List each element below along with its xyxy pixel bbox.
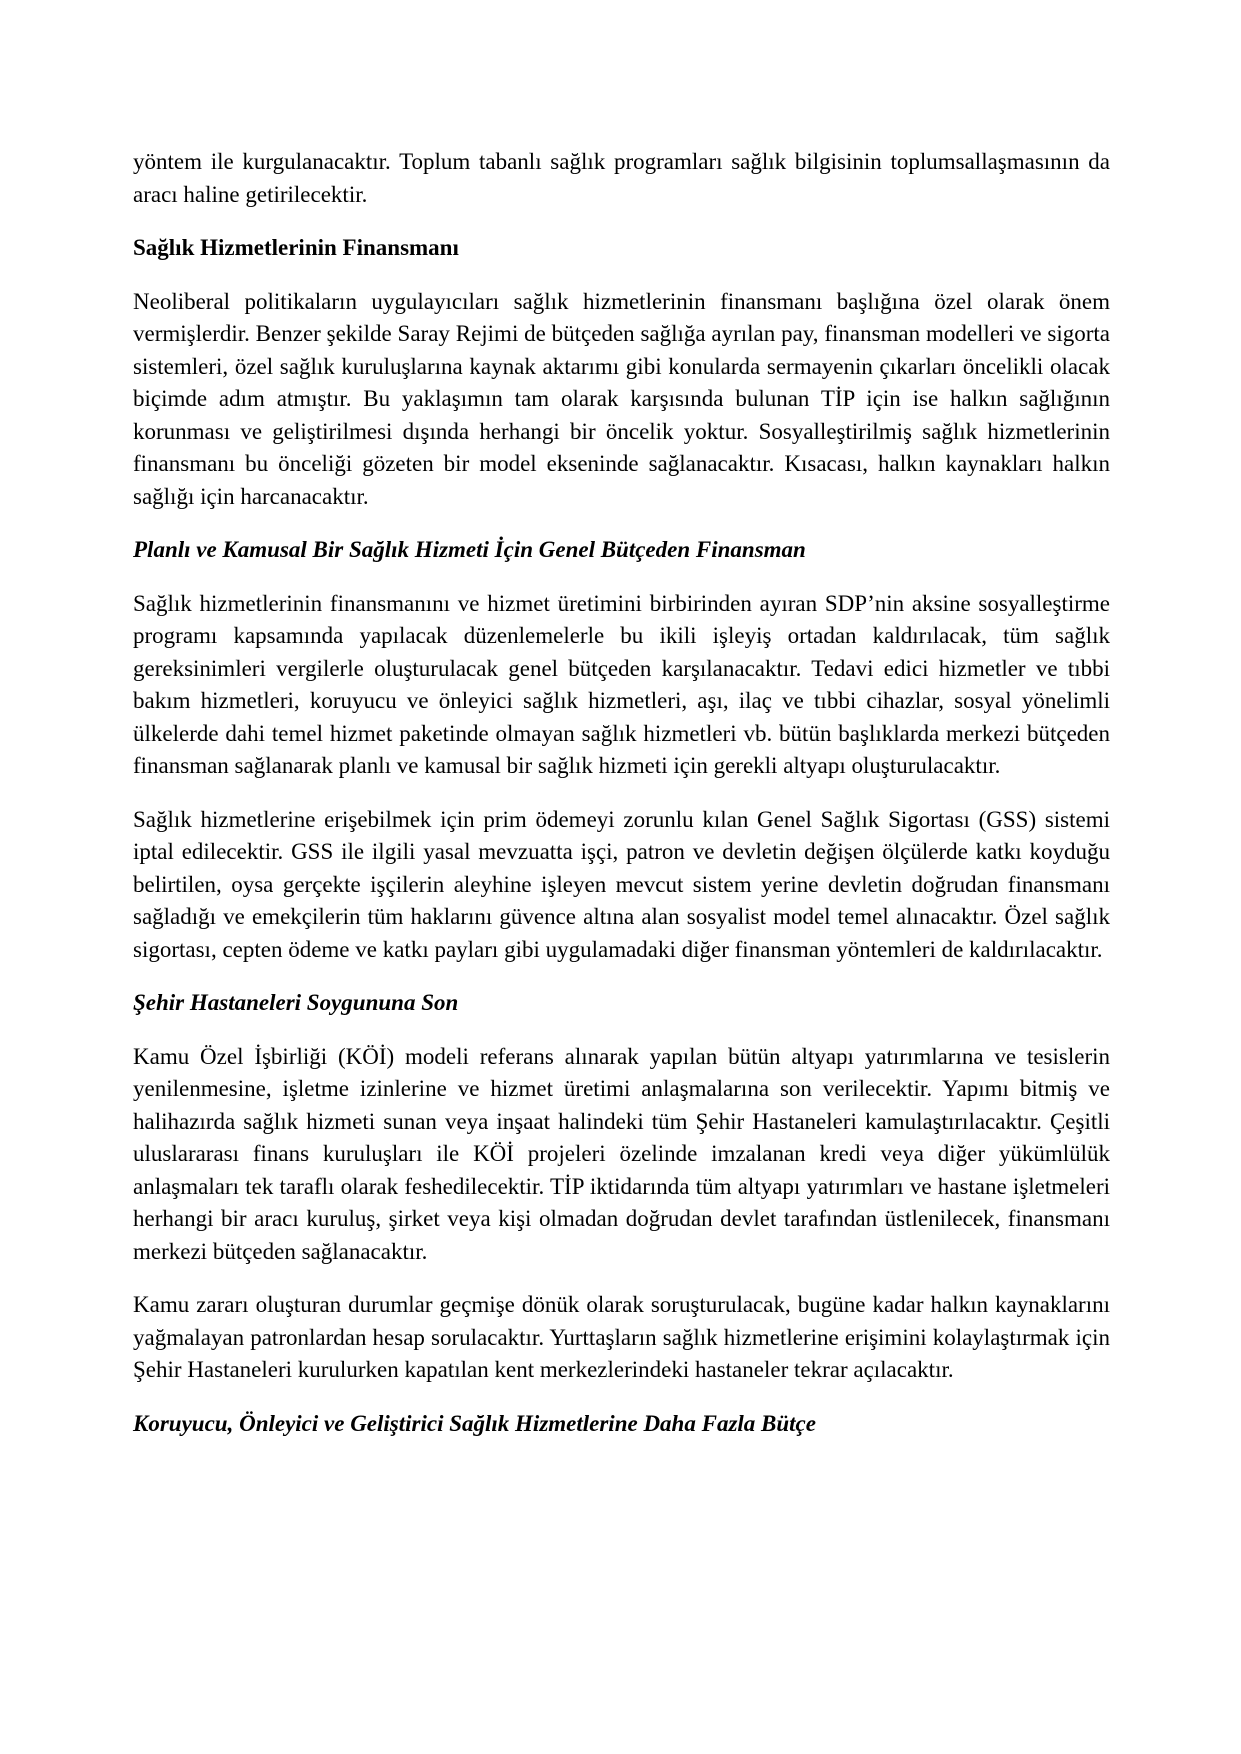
section-heading-saglik-hizmetlerinin-finansmani: Sağlık Hizmetlerinin Finansmanı xyxy=(133,235,459,260)
paragraph-neoliberal-politikalar: Neoliberal politikaların uygulayıcıları sağlık hizmetlerinin finansmanı başlığına özel olarak önem vermişlerdir. Benzer şekilde Saray Rejimi de bütçeden sağlığa ayrılan pay, finansman modelleri ve sigorta sistemleri, özel sağlık kuruluşlarına kaynak aktarımı gibi konularda sermayenin çıkarları öncelikli olacak biçimde adım atmıştır. Bu yaklaşımın tam olarak karşısında bulunan TİP için ise halkın sağlığının korunması ve geliştirilmesi dışında herhangi bir öncelik yoktur. Sosyalleştirilmiş sağlık hizmetlerinin finansmanı bu önceliği gözeten bir model ekseninde sağlanacaktır. Kısacası, halkın kaynakları halkın sağlığı için harcanacaktır. xyxy=(133,288,1110,509)
section-heading-genel-butceden-finansman: Planlı ve Kamusal Bir Sağlık Hizmeti İçin Genel Bütçeden Finansman xyxy=(133,537,806,562)
paragraph-sosyallestirme-programi: Sağlık hizmetlerinin finansmanını ve hizmet üretimini birbirinden ayıran SDP’nin aksine sosyalleştirme programı kapsamında yapılacak düzenlemelerle bu ikili işleyiş ortadan kaldırılacak, tüm sağlık gereksinimleri vergilerle oluşturulacak genel bütçeden karşılanacaktır. Tedavi edici hizmetler ve tıbbi bakım hizmetleri, koruyucu ve önleyici sağlık hizmetleri, aşı, ilaç ve tıbbi cihazlar, sosyal yönelimli ülkelerde dahi temel hizmet paketinde olmayan sağlık hizmetleri vb. bütün başlıklarda merkezi bütçeden finansman sağlanarak planlı ve kamusal bir sağlık hizmeti için gerekli altyapı oluşturulacaktır. xyxy=(133,590,1110,778)
paragraph-continuation-toplum-tabanli: yöntem ile kurgulanacaktır. Toplum tabanlı sağlık programları sağlık bilgisinin toplumsallaşmasının da aracı haline getirilecektir. xyxy=(133,149,1110,207)
paragraph-kamu-ozel-isbirligi: Kamu Özel İşbirliği (KÖİ) modeli referans alınarak yapılan bütün altyapı yatırımlarına ve tesislerin yenilenmesine, işletme izinlerine ve hizmet üretimi anlaşmalarına son verilecektir. Yapımı bitmiş ve halihazırda sağlık hizmeti sunan veya inşaat halindeki tüm Şehir Hastaneleri kamulaştırılacaktır. Çeşitli uluslararası finans kuruluşları ile KÖİ projeleri özelinde imzalanan kredi veya diğer yükümlülük anlaşmaları tek taraflı olarak feshedilecektir. TİP iktidarında tüm altyapı yatırımları ve hastane işletmeleri herhangi bir aracı kuruluş, şirket veya kişi olmadan doğrudan devlet tarafından üstlenilecek, finansmanı merkezi bütçeden sağlanacaktır. xyxy=(133,1043,1110,1264)
paragraph-gss-iptali: Sağlık hizmetlerine erişebilmek için prim ödemeyi zorunlu kılan Genel Sağlık Sigortası (GSS) sistemi iptal edilecektir. GSS ile ilgili yasal mevzuatta işçi, patron ve devletin değişen ölçülerde katkı koyduğu belirtilen, oysa gerçekte işçilerin aleyhine işleyen mevcut sistem yerine devletin doğrudan finansmanı sağladığı ve emekçilerin tüm haklarını güvence altına alan sosyalist model temel alınacaktır. Özel sağlık sigortası, cepten ödeme ve katkı payları gibi uygulamadaki diğer finansman yöntemleri de kaldırılacaktır. xyxy=(133,806,1110,962)
section-heading-sehir-hastaneleri-soygununa-son: Şehir Hastaneleri Soygununa Son xyxy=(133,990,459,1015)
section-heading-koruyucu-onleyici-gelistirici-butce: Koruyucu, Önleyici ve Geliştirici Sağlık Hizmetlerine Daha Fazla Bütçe xyxy=(133,1410,816,1436)
paragraph-kamu-zarari-sorusturma: Kamu zararı oluşturan durumlar geçmişe dönük olarak soruşturulacak, bugüne kadar halkın kaynaklarını yağmalayan patronlardan hesap sorulacaktır. Yurttaşların sağlık hizmetlerine erişimini kolaylaştırmak için Şehir Hastaneleri kurulurken kapatılan kent merkezlerindeki hastaneler tekrar açılacaktır. xyxy=(133,1292,1110,1382)
